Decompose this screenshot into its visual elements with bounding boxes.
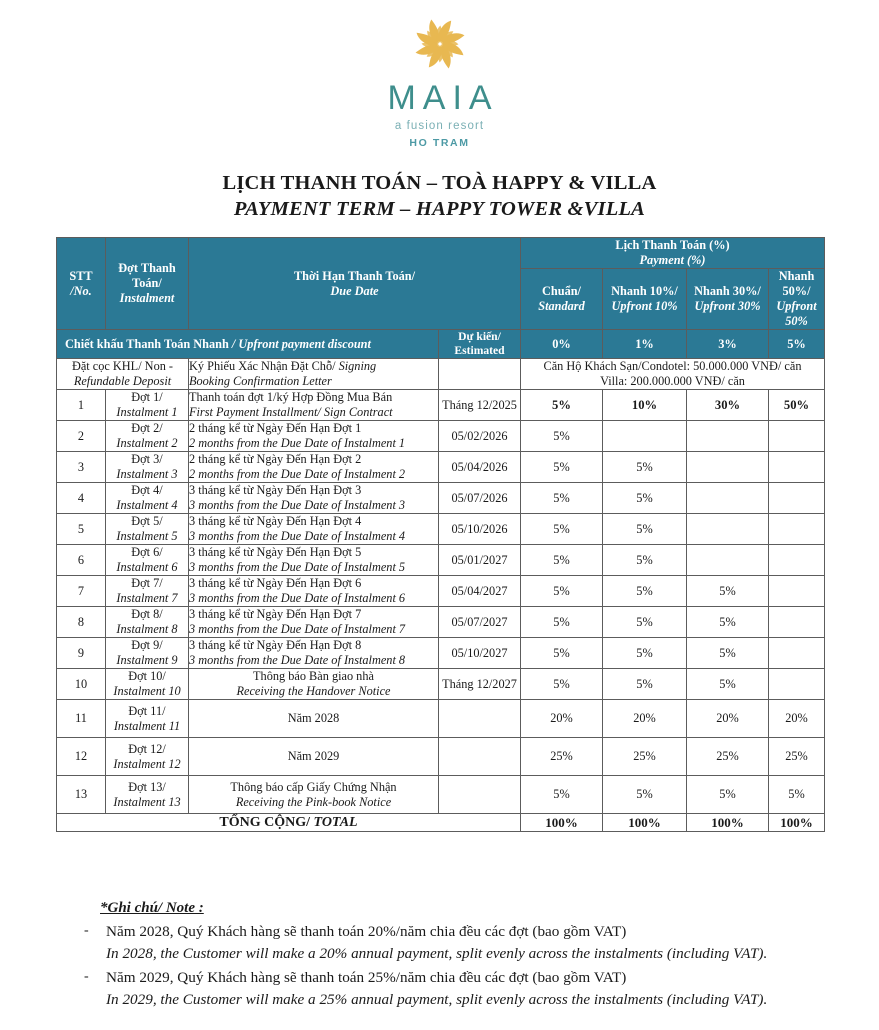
row-instalment-vi: Đợt 3/ bbox=[131, 452, 163, 467]
deposit-desc-en-inline: Signing bbox=[338, 359, 377, 374]
row-value-upfront10: 5% bbox=[603, 607, 687, 638]
row-instalment-vi: Đợt 5/ bbox=[131, 514, 163, 529]
row-instalment bbox=[106, 669, 189, 700]
row-value-standard: 5% bbox=[521, 514, 603, 545]
note-item bbox=[84, 967, 844, 1011]
row-instalment bbox=[106, 607, 189, 638]
row-value-standard: 5% bbox=[521, 669, 603, 700]
row-estimated-empty bbox=[439, 738, 521, 776]
row-desc bbox=[189, 669, 439, 700]
row-no: 3 bbox=[57, 452, 106, 483]
table-row bbox=[57, 545, 825, 576]
discount-label-en: / Upfront payment discount bbox=[231, 336, 371, 351]
row-no: 1 bbox=[57, 390, 106, 421]
row-no: 6 bbox=[57, 545, 106, 576]
row-no: 11 bbox=[57, 700, 106, 738]
row-instalment bbox=[106, 452, 189, 483]
row-no: 13 bbox=[57, 776, 106, 814]
note-body bbox=[106, 967, 844, 1011]
row-desc-vi: Thanh toán đợt 1/ký Hợp Đồng Mua Bán bbox=[189, 390, 393, 405]
header-due-date-en: Due Date bbox=[330, 283, 379, 298]
brand-wordmark: MAIA bbox=[387, 79, 499, 117]
header-stt-vi: STT bbox=[69, 268, 93, 283]
deposit-name-vi: Đặt cọc KHL/ Non - bbox=[71, 359, 174, 374]
row-date: 05/01/2027 bbox=[439, 545, 521, 576]
row-instalment-vi: Đợt 2/ bbox=[131, 421, 163, 436]
row-value-upfront10: 10% bbox=[603, 390, 687, 421]
row-instalment-en: Instalment 3 bbox=[116, 467, 178, 482]
header-payment-group-vi: Lịch Thanh Toán (%) bbox=[615, 238, 730, 252]
table-row bbox=[57, 738, 825, 776]
deposit-name-en: Refundable Deposit bbox=[73, 374, 172, 389]
row-instalment-vi: Đợt 4/ bbox=[131, 483, 163, 498]
row-no: 9 bbox=[57, 638, 106, 669]
row-desc-en: 2 months from the Due Date of Instalment 1 bbox=[189, 436, 406, 451]
row-value-upfront10: 5% bbox=[603, 576, 687, 607]
total-label-en: TOTAL bbox=[313, 815, 358, 831]
row-value-upfront10: 5% bbox=[603, 638, 687, 669]
deposit-desc bbox=[189, 359, 439, 390]
discount-value-upfront10: 1% bbox=[603, 330, 687, 359]
maia-pinwheel-logo-icon bbox=[403, 8, 477, 80]
header-row-1 bbox=[57, 238, 825, 269]
table-total-row bbox=[57, 814, 825, 832]
row-desc bbox=[189, 607, 439, 638]
row-value-upfront30: 5% bbox=[687, 638, 769, 669]
row-desc bbox=[189, 545, 439, 576]
total-label bbox=[57, 814, 521, 832]
total-value-upfront10: 100% bbox=[603, 814, 687, 832]
row-value-upfront10: 20% bbox=[603, 700, 687, 738]
row-instalment-en: Instalment 12 bbox=[113, 756, 181, 771]
deposit-amount-condotel: Căn Hộ Khách Sạn/Condotel: 50.000.000 VNĐ/ căn bbox=[543, 359, 802, 374]
row-instalment bbox=[106, 545, 189, 576]
header-due-date bbox=[189, 238, 521, 330]
brand-location: HO TRAM bbox=[409, 136, 470, 149]
row-instalment bbox=[106, 421, 189, 452]
header-instalment bbox=[106, 238, 189, 330]
discount-value-upfront30: 3% bbox=[687, 330, 769, 359]
row-desc-vi: 3 tháng kể từ Ngày Đến Hạn Đợt 6 bbox=[189, 576, 362, 591]
payment-schedule-table-wrapper bbox=[56, 237, 824, 832]
row-desc bbox=[189, 776, 439, 814]
notes-title: *Ghi chú/ Note : bbox=[100, 900, 204, 916]
row-value-upfront30 bbox=[687, 514, 769, 545]
notes-section bbox=[84, 900, 844, 1011]
row-instalment-en: Instalment 13 bbox=[113, 794, 181, 809]
row-desc bbox=[189, 700, 439, 738]
row-no: 4 bbox=[57, 483, 106, 514]
row-value-upfront50: 20% bbox=[769, 700, 825, 738]
discount-value-standard: 0% bbox=[521, 330, 603, 359]
row-desc-en: 3 months from the Due Date of Instalment 5 bbox=[189, 560, 406, 575]
header-estimated-vi: Dự kiến/ bbox=[458, 330, 501, 343]
table-row-deposit bbox=[57, 359, 825, 390]
deposit-desc-vi-text: Ký Phiếu Xác Nhận Đặt Chỗ/ bbox=[189, 359, 339, 374]
row-date: 05/10/2027 bbox=[439, 638, 521, 669]
row-instalment-vi: Đợt 9/ bbox=[131, 638, 163, 653]
row-desc bbox=[189, 452, 439, 483]
row-value-standard: 5% bbox=[521, 638, 603, 669]
discount-label bbox=[57, 330, 439, 359]
row-instalment bbox=[106, 700, 189, 738]
row-value-standard: 5% bbox=[521, 545, 603, 576]
row-date: 05/07/2027 bbox=[439, 607, 521, 638]
row-instalment-en: Instalment 6 bbox=[116, 560, 178, 575]
row-value-upfront10: 5% bbox=[603, 669, 687, 700]
total-value-standard: 100% bbox=[521, 814, 603, 832]
table-row bbox=[57, 514, 825, 545]
row-desc bbox=[189, 390, 439, 421]
row-date: 05/02/2026 bbox=[439, 421, 521, 452]
row-instalment-en: Instalment 7 bbox=[116, 591, 178, 606]
note-text-en: In 2028, the Customer will make a 20% annual payment, split evenly across the instalments (including VAT). bbox=[106, 945, 768, 963]
row-value-upfront30 bbox=[687, 545, 769, 576]
header-col-upfront50 bbox=[769, 269, 825, 330]
header-col-upfront50-vi: Nhanh 50%/ bbox=[778, 269, 815, 298]
row-desc bbox=[189, 576, 439, 607]
row-no: 2 bbox=[57, 421, 106, 452]
table-row bbox=[57, 390, 825, 421]
row-value-upfront50: 50% bbox=[769, 390, 825, 421]
row-desc-vi: 3 tháng kể từ Ngày Đến Hạn Đợt 5 bbox=[189, 545, 362, 560]
note-bullet: - bbox=[84, 923, 89, 938]
row-desc-vi: Năm 2028 bbox=[287, 711, 340, 726]
row-instalment-en: Instalment 2 bbox=[116, 436, 178, 451]
row-instalment-en: Instalment 11 bbox=[113, 718, 181, 733]
row-instalment bbox=[106, 638, 189, 669]
table-row bbox=[57, 669, 825, 700]
row-no: 8 bbox=[57, 607, 106, 638]
row-value-upfront50 bbox=[769, 607, 825, 638]
row-value-upfront30 bbox=[687, 421, 769, 452]
header-estimated bbox=[439, 330, 521, 359]
header-col-upfront10-vi: Nhanh 10%/ bbox=[611, 284, 678, 298]
deposit-amount-villa: Villa: 200.000.000 VNĐ/ căn bbox=[600, 374, 745, 389]
row-value-upfront50 bbox=[769, 514, 825, 545]
note-item bbox=[84, 921, 844, 965]
deposit-estimated-empty bbox=[439, 359, 521, 390]
header-instalment-vi: Đợt Thanh Toán/ bbox=[118, 261, 176, 290]
header-col-upfront30-en: Upfront 30% bbox=[694, 299, 761, 313]
row-date: 05/10/2026 bbox=[439, 514, 521, 545]
row-value-upfront30: 5% bbox=[687, 576, 769, 607]
row-value-upfront10: 5% bbox=[603, 776, 687, 814]
header-col-standard bbox=[521, 269, 603, 330]
row-desc bbox=[189, 483, 439, 514]
row-date: 05/04/2027 bbox=[439, 576, 521, 607]
deposit-name bbox=[57, 359, 189, 390]
row-value-upfront10: 5% bbox=[603, 452, 687, 483]
note-text-vi: Năm 2028, Quý Khách hàng sẽ thanh toán 20%/năm chia đều các đợt (bao gồm VAT) bbox=[106, 923, 627, 940]
row-value-standard: 25% bbox=[521, 738, 603, 776]
header-col-upfront10-en: Upfront 10% bbox=[611, 299, 678, 313]
row-instalment bbox=[106, 576, 189, 607]
row-desc-vi: 2 tháng kể từ Ngày Đến Hạn Đợt 1 bbox=[189, 421, 362, 436]
row-desc-en: Receiving the Pink-book Notice bbox=[235, 794, 392, 809]
row-desc-en: 3 months from the Due Date of Instalment 4 bbox=[189, 529, 406, 544]
row-desc-vi: Năm 2029 bbox=[287, 749, 340, 764]
table-row bbox=[57, 776, 825, 814]
page-title-vi: LỊCH THANH TOÁN – TOÀ HAPPY & VILLA bbox=[222, 172, 657, 194]
row-value-upfront30: 20% bbox=[687, 700, 769, 738]
row-instalment bbox=[106, 483, 189, 514]
table-row bbox=[57, 421, 825, 452]
row-value-standard: 5% bbox=[521, 390, 603, 421]
row-value-upfront10: 5% bbox=[603, 514, 687, 545]
row-value-upfront30: 5% bbox=[687, 776, 769, 814]
row-value-upfront50 bbox=[769, 545, 825, 576]
row-desc-en: 3 months from the Due Date of Instalment 8 bbox=[189, 653, 406, 668]
row-desc bbox=[189, 514, 439, 545]
row-instalment-en: Instalment 5 bbox=[116, 529, 178, 544]
header-col-standard-vi: Chuẩn/ bbox=[542, 284, 581, 298]
header-payment-group bbox=[521, 238, 825, 269]
note-body bbox=[106, 921, 844, 965]
table-row bbox=[57, 483, 825, 514]
row-desc-vi: Thông báo Bàn giao nhà bbox=[253, 669, 374, 684]
header-payment-group-en: Payment (%) bbox=[639, 253, 706, 267]
row-value-standard: 5% bbox=[521, 576, 603, 607]
row-value-upfront30: 5% bbox=[687, 669, 769, 700]
row-value-upfront10: 5% bbox=[603, 483, 687, 514]
row-desc bbox=[189, 421, 439, 452]
row-date: 05/04/2026 bbox=[439, 452, 521, 483]
deposit-desc-vi bbox=[189, 359, 438, 374]
row-no: 12 bbox=[57, 738, 106, 776]
table-row bbox=[57, 607, 825, 638]
row-value-standard: 5% bbox=[521, 776, 603, 814]
row-instalment bbox=[106, 776, 189, 814]
row-estimated-empty bbox=[439, 776, 521, 814]
upfront-discount-row bbox=[57, 330, 825, 359]
row-desc-vi: 3 tháng kể từ Ngày Đến Hạn Đợt 4 bbox=[189, 514, 362, 529]
row-instalment-vi: Đợt 7/ bbox=[131, 576, 163, 591]
row-date: Tháng 12/2027 bbox=[439, 669, 521, 700]
row-value-upfront30 bbox=[687, 452, 769, 483]
deposit-amount bbox=[521, 359, 825, 390]
row-value-upfront50 bbox=[769, 421, 825, 452]
brand-tagline: a fusion resort bbox=[394, 120, 485, 132]
row-value-standard: 5% bbox=[521, 452, 603, 483]
page-title-en: PAYMENT TERM – HAPPY TOWER &VILLA bbox=[233, 197, 646, 220]
row-desc-vi: 3 tháng kể từ Ngày Đến Hạn Đợt 7 bbox=[189, 607, 362, 622]
row-value-upfront30: 5% bbox=[687, 607, 769, 638]
row-instalment-vi: Đợt 11/ bbox=[128, 703, 166, 718]
header-stt bbox=[57, 238, 106, 330]
row-desc-en: 3 months from the Due Date of Instalment 7 bbox=[189, 622, 406, 637]
row-value-standard: 20% bbox=[521, 700, 603, 738]
brand-logo-block bbox=[0, 0, 879, 148]
row-date: 05/07/2026 bbox=[439, 483, 521, 514]
row-value-upfront50: 5% bbox=[769, 776, 825, 814]
row-instalment-en: Instalment 4 bbox=[116, 498, 178, 513]
row-instalment bbox=[106, 738, 189, 776]
row-instalment-en: Instalment 10 bbox=[113, 684, 181, 699]
row-value-standard: 5% bbox=[521, 421, 603, 452]
note-bullet: - bbox=[84, 969, 89, 985]
table-row bbox=[57, 700, 825, 738]
row-desc-vi: 3 tháng kể từ Ngày Đến Hạn Đợt 8 bbox=[189, 638, 362, 653]
row-no: 10 bbox=[57, 669, 106, 700]
row-value-upfront50 bbox=[769, 452, 825, 483]
row-desc bbox=[189, 638, 439, 669]
header-col-upfront50-en: Upfront 50% bbox=[776, 299, 817, 328]
table-body bbox=[57, 330, 825, 832]
note-text-vi: Năm 2029, Quý Khách hàng sẽ thanh toán 25%/năm chia đều các đợt (bao gồm VAT) bbox=[106, 969, 627, 987]
row-value-upfront30 bbox=[687, 483, 769, 514]
header-stt-en: /No. bbox=[70, 283, 92, 298]
header-col-standard-en: Standard bbox=[538, 299, 585, 313]
header-estimated-en: Estimated bbox=[454, 344, 505, 358]
payment-schedule-table bbox=[56, 237, 825, 832]
row-instalment-vi: Đợt 6/ bbox=[131, 545, 163, 560]
total-value-upfront30: 100% bbox=[687, 814, 769, 832]
row-value-standard: 5% bbox=[521, 607, 603, 638]
row-value-upfront10 bbox=[603, 421, 687, 452]
header-col-upfront30-vi: Nhanh 30%/ bbox=[694, 284, 761, 298]
row-value-upfront50 bbox=[769, 638, 825, 669]
header-col-upfront30 bbox=[687, 269, 769, 330]
row-no: 5 bbox=[57, 514, 106, 545]
discount-label-vi: Chiết khấu Thanh Toán Nhanh bbox=[65, 336, 232, 351]
row-desc-vi: 3 tháng kể từ Ngày Đến Hạn Đợt 3 bbox=[189, 483, 362, 498]
row-instalment-en: Instalment 8 bbox=[116, 622, 178, 637]
row-desc-en: First Payment Installment/ Sign Contract bbox=[189, 405, 393, 420]
row-instalment-vi: Đợt 8/ bbox=[131, 607, 163, 622]
row-desc-en: 2 months from the Due Date of Instalment 2 bbox=[189, 467, 406, 482]
row-value-standard: 5% bbox=[521, 483, 603, 514]
note-text-en: In 2029, the Customer will make a 25% annual payment, split evenly across the instalments (including VAT). bbox=[106, 991, 768, 1009]
row-desc-vi: 2 tháng kể từ Ngày Đến Hạn Đợt 2 bbox=[189, 452, 362, 467]
row-value-upfront30: 25% bbox=[687, 738, 769, 776]
row-desc bbox=[189, 738, 439, 776]
row-value-upfront10: 5% bbox=[603, 545, 687, 576]
row-desc-vi: Thông báo cấp Giấy Chứng Nhận bbox=[230, 779, 397, 794]
row-value-upfront50 bbox=[769, 483, 825, 514]
deposit-desc-en2: Booking Confirmation Letter bbox=[189, 374, 332, 389]
table-row bbox=[57, 452, 825, 483]
row-desc-en: 3 months from the Due Date of Instalment 6 bbox=[189, 591, 406, 606]
header-due-date-vi: Thời Hạn Thanh Toán/ bbox=[293, 268, 416, 283]
table-header bbox=[57, 238, 825, 330]
total-label-vi: TỔNG CỘNG/ bbox=[219, 815, 314, 831]
row-instalment-en: Instalment 1 bbox=[116, 405, 178, 420]
row-estimated-empty bbox=[439, 700, 521, 738]
row-desc-en: 3 months from the Due Date of Instalment 3 bbox=[189, 498, 406, 513]
row-value-upfront30: 30% bbox=[687, 390, 769, 421]
row-instalment bbox=[106, 390, 189, 421]
row-instalment-en: Instalment 9 bbox=[116, 653, 178, 668]
row-desc-en: Receiving the Handover Notice bbox=[236, 684, 391, 699]
row-instalment-vi: Đợt 1/ bbox=[131, 390, 163, 405]
table-row bbox=[57, 576, 825, 607]
row-date: Tháng 12/2025 bbox=[439, 390, 521, 421]
row-no: 7 bbox=[57, 576, 106, 607]
total-value-upfront50: 100% bbox=[769, 814, 825, 832]
row-value-upfront50: 25% bbox=[769, 738, 825, 776]
row-instalment-vi: Đợt 12/ bbox=[128, 741, 166, 756]
row-value-upfront50 bbox=[769, 669, 825, 700]
row-instalment-vi: Đợt 13/ bbox=[128, 779, 166, 794]
header-col-upfront10 bbox=[603, 269, 687, 330]
header-instalment-en: Instalment bbox=[119, 291, 175, 305]
row-instalment-vi: Đợt 10/ bbox=[128, 669, 166, 684]
discount-value-upfront50: 5% bbox=[769, 330, 825, 359]
row-value-upfront10: 25% bbox=[603, 738, 687, 776]
row-value-upfront50 bbox=[769, 576, 825, 607]
table-row bbox=[57, 638, 825, 669]
row-instalment bbox=[106, 514, 189, 545]
